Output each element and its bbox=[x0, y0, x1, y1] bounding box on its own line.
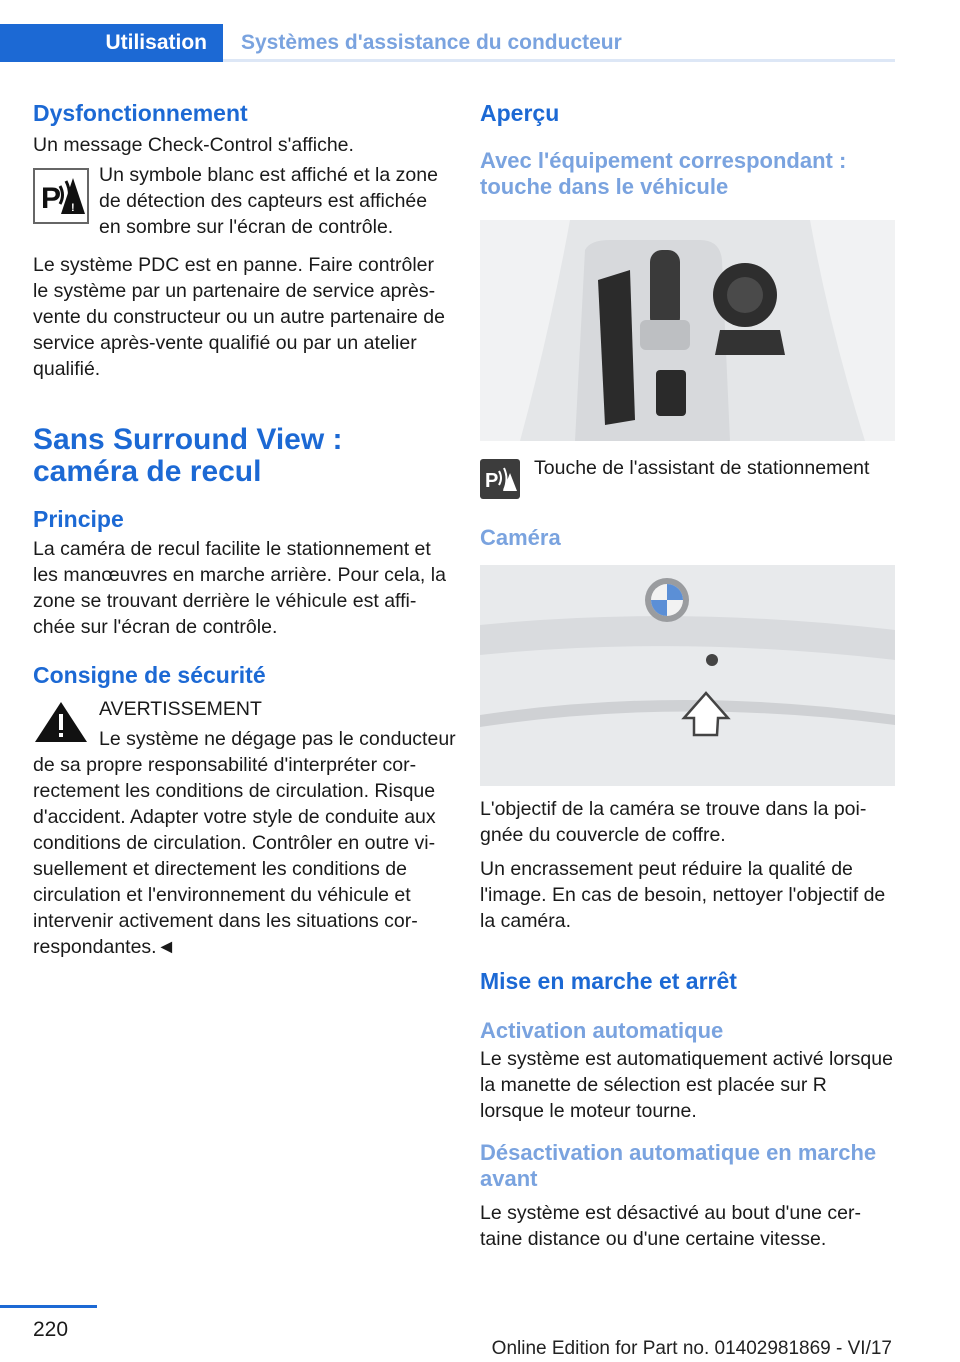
page-header bbox=[0, 24, 895, 62]
trunk-camera-photo bbox=[480, 565, 895, 786]
heading-principe: Principe bbox=[33, 506, 124, 532]
text-symbol: Un symbole blanc est affiché et la zone de détection des capteurs est affichée en sombre sur l'écran de contrôle. bbox=[99, 164, 438, 238]
heading-activation: Activation automatique bbox=[480, 1018, 724, 1043]
warning-text: de sa propre responsabilité d'interpréter correctement les conditions de circulation. Risque d'accident. Adapter votre style de conduite aux conditions de circulation. Contrôler en outre visuellement et directement les conditions de circulation et l'environnement du véhicule et intervenir activement dans les situations correspondantes.◄ bbox=[33, 754, 436, 958]
chapter-tab[interactable]: Systèmes d'assistance du conducteur bbox=[241, 31, 622, 54]
text-principe: La caméra de recul facilite le stationnement et les manœuvres en marche arrière. Pour cela, la zone se trouvant derrière le véhicule est affichée sur l'écran de contrôle. bbox=[33, 538, 446, 638]
heading-camera: Caméra bbox=[480, 525, 561, 550]
header-underline bbox=[223, 59, 895, 62]
text-activation: Le système est automatiquement activé lorsque la manette de sélection est placée sur R lorsque le moteur tourne. bbox=[480, 1048, 893, 1122]
section-tab[interactable]: Utilisation bbox=[0, 24, 223, 62]
text-touche: Touche de l'assistant de stationnement bbox=[534, 457, 870, 479]
heading-sans-surround-2: caméra de recul bbox=[33, 455, 262, 488]
heading-sans-surround-1: Sans Surround View : bbox=[33, 423, 343, 456]
heading-consigne: Consigne de sécurité bbox=[33, 662, 266, 688]
pdc-symbol-row bbox=[33, 164, 448, 240]
page-number: 220 bbox=[33, 1318, 69, 1341]
heading-dysfonctionnement: Dysfonctionnement bbox=[33, 100, 248, 126]
footer-rule bbox=[0, 1305, 97, 1308]
svg-text:P: P bbox=[41, 182, 62, 215]
heading-apercu: Aperçu bbox=[480, 100, 560, 126]
trunk-camera-illustration bbox=[480, 565, 895, 786]
warning-row bbox=[33, 698, 456, 752]
center-console-photo bbox=[480, 220, 895, 441]
center-console-illustration bbox=[480, 220, 895, 441]
text-objectif: L'objectif de la caméra se trouve dans la poignée du couvercle de coffre. bbox=[480, 798, 867, 846]
warning-lead: Le système ne dégage pas le conducteur bbox=[99, 728, 456, 750]
text-checkcontrol: Un message Check-Control s'affiche. bbox=[33, 134, 354, 156]
parking-assistant-icon bbox=[480, 459, 520, 499]
heading-avec-equipement: Avec l'équipement correspondant : touche dans le véhicule bbox=[480, 148, 847, 199]
text-encrassement: Un encrassement peut réduire la qualité de l'image. En cas de besoin, nettoyer l'objectif de la caméra. bbox=[480, 858, 886, 932]
right-column bbox=[480, 100, 895, 1252]
warning-triangle-icon bbox=[33, 700, 89, 744]
pdc-warning-icon bbox=[33, 168, 89, 224]
warning-title: AVERTISSEMENT bbox=[99, 698, 262, 720]
svg-text:P: P bbox=[485, 470, 499, 492]
parking-key-row bbox=[480, 459, 895, 499]
edition-note: Online Edition for Part no. 01402981869 - VI/17 bbox=[491, 1338, 892, 1359]
text-pdc-panne: Le système PDC est en panne. Faire contrôler le système par un partenaire de service après-vente du constructeur ou un autre partenaire de service après-vente qualifié ou par un atelier qualifié. bbox=[33, 254, 445, 380]
svg-text:!: ! bbox=[71, 202, 75, 214]
left-column bbox=[33, 100, 456, 960]
text-desactivation: Le système est désactivé au bout d'une certaine distance ou d'une certaine vitesse. bbox=[480, 1202, 861, 1250]
heading-mise-en-marche: Mise en marche et arrêt bbox=[480, 968, 737, 994]
heading-desactivation: Désactivation automatique en marche avant bbox=[480, 1140, 877, 1191]
